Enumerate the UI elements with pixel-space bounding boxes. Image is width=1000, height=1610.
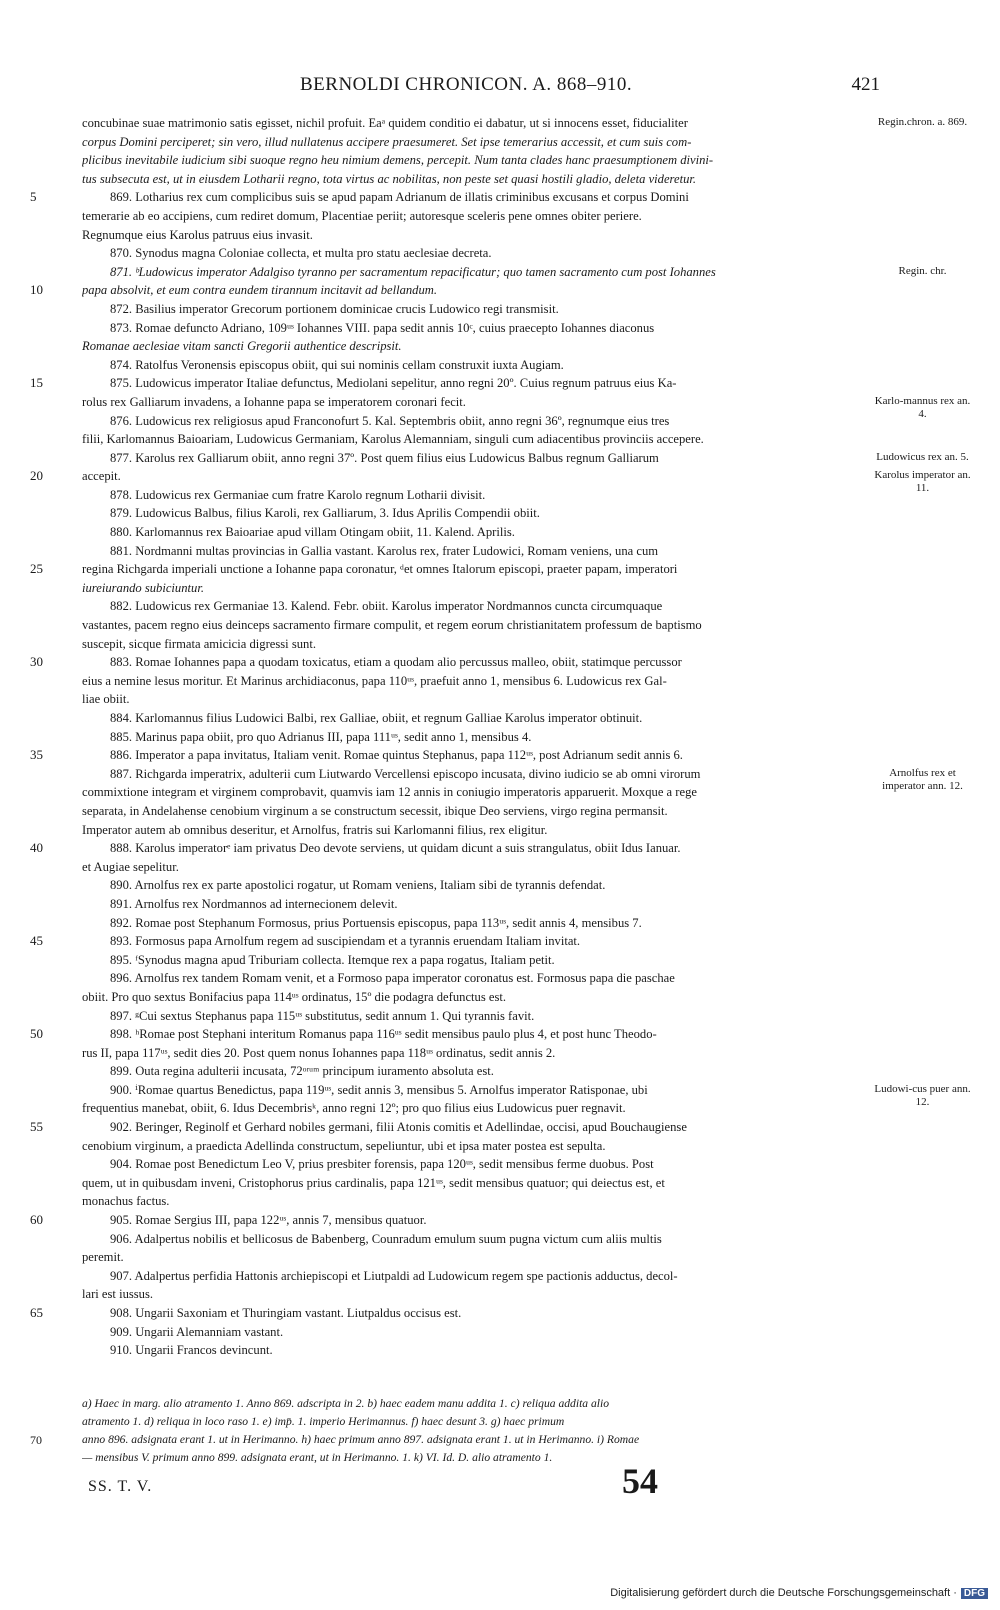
text-line <box>30 821 975 840</box>
text-line <box>30 263 975 282</box>
line-text: 902. Beringer, Reginolf et Gerhard nobiles germani, filii Atonis comitis et Adellindae, occisi, apud Bouchaugiense <box>110 1120 687 1135</box>
line-text: 897. ᵍCui sextus Stephanus papa 115ᵘˢ substitutus, sedit annum 1. Qui tyrannis favit. <box>110 1008 535 1023</box>
text-line <box>30 783 975 802</box>
line-text: Romanae aeclesiae vitam sancti Gregorii authentice descripsit. <box>82 339 402 354</box>
text-line <box>30 374 975 393</box>
main-text <box>30 114 975 1360</box>
text-line <box>30 188 975 207</box>
line-text: 876. Ludowicus rex religiosus apud Franconofurt 5. Kal. Septembris obiit, anno regni 36º, regnumque eius tres <box>110 413 670 428</box>
text-line <box>30 969 975 988</box>
footnotes <box>30 1395 975 1467</box>
text-line <box>30 597 975 616</box>
running-header <box>60 74 880 104</box>
line-text: 896. Arnolfus rex tandem Romam venit, et a Formoso papa imperator coronatus est. Formosus papa die paschae <box>110 971 675 986</box>
line-number: 30 <box>30 654 43 670</box>
line-number: 10 <box>30 282 43 298</box>
line-text: frequentius manebat, obiit, 6. Idus Decembrisᵏ, anno regni 12º; pro quo filius eius Ludowicus puer regnavit. <box>82 1101 626 1116</box>
text-line <box>30 653 975 672</box>
text-line <box>30 876 975 895</box>
text-line <box>30 133 975 152</box>
line-text: 895. ᶠSynodus magna apud Triburiam collecta. Itemque rex a papa rogatus, Italiam petit. <box>110 952 555 967</box>
line-text: 872. Basilius imperator Grecorum portionem dominicae crucis Ludowico regi transmisit. <box>110 301 559 316</box>
text-line <box>30 1304 975 1323</box>
text-line <box>30 951 975 970</box>
line-text: 880. Karlomannus rex Baioariae apud villam Otingam obiit, 11. Kalend. Aprilis. <box>110 525 515 540</box>
line-text: cenobium virginum, a praedicta Adellinda constructum, sepeliuntur, ubi et ipsa mater postea est sepulta. <box>82 1138 606 1153</box>
text-line <box>30 412 975 431</box>
line-text: 898. ʰRomae post Stephani interitum Romanus papa 116ᵘˢ sedit mensibus paulo plus 4, et post hunc Theodo- <box>110 1027 657 1042</box>
line-number: 55 <box>30 1119 43 1135</box>
line-text: papa absolvit, et eum contra eundem tirannum incitavit ad bellandum. <box>82 283 438 298</box>
text-line <box>30 1044 975 1063</box>
line-text: separata, in Andelahense cenobium virginum a se constructum secessit, ibique Deo serviens, virgo regina permansit. <box>82 803 668 818</box>
line-text: 904. Romae post Benedictum Leo V, prius presbiter forensis, papa 120ᵘˢ, sedit mensibus ferme duobus. Post <box>110 1157 654 1172</box>
line-text: 884. Karlomannus filius Ludowici Balbi, rex Galliae, obiit, et regnum Galliae Karolus imperator obtinuit. <box>110 711 643 725</box>
dfg-logo: DFG <box>961 1588 988 1599</box>
text-line <box>30 728 975 747</box>
line-text: 886. Imperator a papa invitatus, Italiam venit. Romae quintus Stephanus, papa 112ᵘˢ, post Adrianum sedit annis 6. <box>110 748 683 763</box>
text-line <box>30 1155 975 1174</box>
line-text: 870. Synodus magna Coloniae collecta, et multa pro statu aeclesiae decreta. <box>110 246 492 261</box>
footnote-line <box>30 1449 975 1467</box>
text-line <box>30 1137 975 1156</box>
running-title: BERNOLDI CHRONICON. A. 868–910. <box>300 74 633 95</box>
sheet-number: 54 <box>622 1461 658 1501</box>
line-number: 15 <box>30 375 43 391</box>
line-text: 906. Adalpertus nobilis et bellicosus de Babenberg, Counradum emulum suum pugna victum cum aliis multis <box>110 1231 662 1246</box>
text-line <box>30 672 975 691</box>
line-text: lari est iussus. <box>82 1287 154 1302</box>
line-text: 874. Ratolfus Veronensis episcopus obiit, qui sui nominis cellam construxit iuxta Augiam. <box>110 357 564 372</box>
text-line <box>30 226 975 245</box>
line-text: 885. Marinus papa obiit, pro quo Adrianus III, papa 111ᵘˢ, sedit anno 1, mensibus 4. <box>110 729 532 744</box>
line-text: 871. ᵇLudowicus imperator Adalgiso tyranno per sacramentum repacificatur; quo tamen sacramento cum post Iohannes <box>110 264 716 279</box>
line-text: 905. Romae Sergius III, papa 122ᵘˢ, annis 7, mensibus quatuor. <box>110 1213 427 1228</box>
text-line <box>30 1062 975 1081</box>
text-line <box>30 1192 975 1211</box>
line-text: 873. Romae defuncto Adriano, 109ᵘˢ Iohannes VIII. papa sedit annis 10ᶜ, cuius praecepto Iohannes diaconus <box>110 320 655 335</box>
footnote-text: atramento 1. d) reliqua in loco raso 1. e) imp̄. 1. imperio Herimannus. f) haec desunt 3. g) haec primum <box>82 1415 565 1428</box>
page-number: 421 <box>851 74 880 95</box>
line-text: eius a nemine lesus moritur. Et Marinus archidiaconus, papa 110ᵘˢ, praefuit anno 1, mensibus 6. Ludowicus rex Gal- <box>82 673 667 688</box>
text-line <box>30 560 975 579</box>
line-text: iureiurando subiciuntur. <box>82 580 204 595</box>
line-text: suscepit, sicque firmata amicicia digressi sunt. <box>82 636 316 651</box>
line-text: 888. Karolus imperatorᵉ iam privatus Deo devote serviens, ut quidam dicunt a suis strangulatus, obiit Idus Ianuar. <box>110 841 681 856</box>
margin-note: Regin.chron. a. 869. <box>877 116 968 128</box>
text-line <box>30 616 975 635</box>
line-text: 879. Ludowicus Balbus, filius Karoli, rex Galliarum, 3. Idus Aprilis Compendii obiit. <box>110 506 540 521</box>
text-line <box>30 356 975 375</box>
text-line <box>30 114 975 133</box>
line-text: corpus Domini perciperet; sin vero, illud nullatenus accipere praesumeret. Set ipse temerarius accessit, et cum suis com- <box>82 134 692 149</box>
line-text: tus subsecuta est, ut in eiusdem Lotharii regno, tota virtus ac nobilitas, non peste set quasi hostili gladio, deleta videretur. <box>82 171 697 186</box>
line-text: peremit. <box>82 1250 124 1265</box>
line-text: 877. Karolus rex Galliarum obiit, anno regni 37º. Post quem filius eius Ludowicus Balbus regnum Galliarum <box>110 450 659 465</box>
line-text: 900. ⁱRomae quartus Benedictus, papa 119ᵘˢ, sedit annis 3, mensibus 5. Arnolfus imperator Ratisponae, ubi <box>110 1082 648 1097</box>
line-number: 60 <box>30 1212 43 1228</box>
text-line <box>30 988 975 1007</box>
line-text: 893. Formosus papa Arnolfum regem ad suscipiendam et a tyrannis eruendam Italiam invitat. <box>110 934 581 949</box>
line-text: 909. Ungarii Alemanniam vastant. <box>110 1324 284 1339</box>
line-text: regina Richgarda imperiali unctione a Iohanne papa coronatur, ᵈet omnes Italorum episcopi, praeter papam, imperatori <box>82 562 678 577</box>
line-number: 45 <box>30 933 43 949</box>
line-text: vastantes, pacem regno eius deinceps sacramento firmare compulit, et regem eorum christianitatem professum de baptismo <box>82 618 702 633</box>
line-text: commixtione integram et virginem comprobavit, quamvis iam 12 annis in coniugio imperatoris apparuerit. Moxque a rege <box>82 785 697 800</box>
text-line <box>30 207 975 226</box>
line-number: 25 <box>30 561 43 577</box>
line-text: Regnumque eius Karolus patruus eius invasit. <box>82 227 313 242</box>
text-line <box>30 1230 975 1249</box>
line-text: rus II, papa 117ᵘˢ, sedit dies 20. Post quem nonus Iohannes papa 118ᵘˢ ordinatus, sedit annis 2. <box>82 1045 556 1060</box>
line-text: 910. Ungarii Francos devincunt. <box>110 1343 273 1358</box>
line-number: 50 <box>30 1026 43 1042</box>
text-line <box>30 430 975 449</box>
line-text: 907. Adalpertus perfidia Hattonis archiepiscopi et Liutpaldi ad Ludowicum regem spe pactionis adductus, decol- <box>110 1268 678 1283</box>
text-line <box>30 690 975 709</box>
text-line <box>30 393 975 420</box>
text-line <box>30 1341 975 1360</box>
margin-note: Regin. chr. <box>898 264 947 277</box>
margin-note: Ludowi-cus puer ann. 12. <box>874 1082 971 1108</box>
text-line <box>30 1248 975 1267</box>
credit-text: Digitalisierung gefördert durch die Deutsche Forschungsgemeinschaft · <box>610 1587 957 1599</box>
text-line <box>30 1007 975 1026</box>
text-line <box>30 449 975 468</box>
text-line <box>30 1081 975 1108</box>
footnote-text: — mensibus V. primum anno 899. adsignata erant, ut in Herimanno. 1. k) VI. Id. D. alio atramento 1. <box>82 1451 553 1464</box>
line-number: 20 <box>30 468 43 484</box>
text-line <box>30 486 975 505</box>
margin-note: Karolus imperator an. 11. <box>874 469 971 495</box>
text-line <box>30 337 975 356</box>
line-text: quem, ut in quibusdam inveni, Cristophorus prius cardinalis, papa 121ᵘˢ, sedit mensibus quatuor; qui deiectus est, et <box>82 1175 665 1190</box>
line-text: 882. Ludowicus rex Germaniae 13. Kalend. Febr. obiit. Karolus imperator Nordmannos cuncta circumquaque <box>110 599 663 614</box>
text-line <box>30 635 975 654</box>
line-text: et Augiae sepelitur. <box>82 859 179 874</box>
text-line <box>30 765 975 792</box>
text-line <box>30 1118 975 1137</box>
line-text: concubinae suae matrimonio satis egisset, nichil profuit. Eaᵃ quidem conditio ei dabatur, ut si innocens esset, fiducialiter <box>82 116 688 130</box>
text-line <box>30 1323 975 1342</box>
footnote-line <box>30 1395 975 1413</box>
margin-note: Karlo-mannus rex an. 4. <box>874 394 971 420</box>
margin-note: Ludowicus rex an. 5. <box>876 450 969 463</box>
text-line <box>30 244 975 263</box>
line-text: 869. Lotharius rex cum complicibus suis se apud papam Adrianum de illatis criminibus excusans et corpus Domini <box>110 190 689 205</box>
text-line <box>30 579 975 598</box>
digitization-credit <box>610 1587 988 1599</box>
line-text: liae obiit. <box>82 692 130 707</box>
line-text: 878. Ludowicus rex Germaniae cum fratre Karolo regnum Lotharii divisit. <box>110 487 486 502</box>
line-text: 891. Arnolfus rex Nordmannos ad internecionem delevit. <box>110 896 398 911</box>
text-line <box>30 281 975 300</box>
line-text: Imperator autem ab omnibus deseritur, et Arnolfus, fratris sui Karlomanni filius, rex eligitur. <box>82 822 548 837</box>
text-line <box>30 932 975 951</box>
line-number: 40 <box>30 840 43 856</box>
line-number: 70 <box>30 1433 42 1447</box>
text-line <box>30 709 975 728</box>
margin-note: Arnolfus rex et imperator ann. 12. <box>882 766 963 792</box>
text-line <box>30 1099 975 1118</box>
line-text: 887. Richgarda imperatrix, adulterii cum Liutwardo Vercellensi episcopo incusata, divino iudicio se ab omni virorum <box>110 766 701 781</box>
line-text: 908. Ungarii Saxoniam et Thuringiam vastant. Liutpaldus occisus est. <box>110 1306 462 1320</box>
line-number: 65 <box>30 1305 43 1320</box>
text-line <box>30 1267 975 1286</box>
footnote-line <box>30 1413 975 1431</box>
text-line <box>30 895 975 914</box>
text-line <box>30 523 975 542</box>
text-line <box>30 170 975 189</box>
text-line <box>30 802 975 821</box>
text-line <box>30 839 975 858</box>
line-text: temerarie ab eo accipiens, cum rediret domum, Placentiae periit; autoresque sceleris pene omnes obiter periere. <box>82 208 642 223</box>
line-number: 5 <box>30 189 37 205</box>
footnote-line <box>30 1431 975 1449</box>
line-text: filii, Karlomannus Baioariam, Ludowicus Germaniam, Karolus Alemanniam, singuli cum adiacentibus provinciis accepere. <box>82 432 704 447</box>
line-number: 35 <box>30 747 43 763</box>
text-line <box>30 858 975 877</box>
line-text: 899. Outa regina adulterii incusata, 72ᵒʳᵘᵐ principum iuramento absoluta est. <box>110 1064 494 1079</box>
text-line <box>30 1025 975 1044</box>
footnote-text: a) Haec in marg. alio atramento 1. Anno 869. adscripta in 2. b) haec eadem manu addita 1. c) reliqua addita alio <box>82 1397 610 1410</box>
line-text: 881. Nordmanni multas provincias in Gallia vastant. Karolus rex, frater Ludowici, Romam veniens, una cum <box>110 543 659 558</box>
line-text: monachus factus. <box>82 1194 170 1209</box>
text-line <box>30 1211 975 1230</box>
text-line <box>30 319 975 338</box>
line-text: obiit. Pro quo sextus Bonifacius papa 114ᵘˢ ordinatus, 15º die podagra defunctus est. <box>82 989 507 1004</box>
line-text: plicibus inevitabile iudicium sibi suoque regno heu nimium demens, percepit. Num tanta clades hanc praesumptionem divini- <box>82 153 714 168</box>
text-line <box>30 1174 975 1193</box>
text-line <box>30 746 975 765</box>
line-text: accepit. <box>82 469 121 484</box>
line-text: 892. Romae post Stephanum Formosus, prius Portuensis episcopus, papa 113ᵘˢ, sedit annis 4, mensibus 7. <box>110 915 642 930</box>
text-line <box>30 914 975 933</box>
signature-mark: SS. T. V. <box>88 1478 153 1495</box>
text-line <box>30 1285 975 1304</box>
line-text: 890. Arnolfus rex ex parte apostolici rogatur, ut Romam veniens, Italiam sibi de tyrannis defendat. <box>110 878 606 893</box>
text-line <box>30 504 975 523</box>
footnote-text: anno 896. adsignata erant 1. ut in Herimanno. h) haec primum anno 897. adsignata erant 1. ut in Herimanno. i) Romae <box>82 1433 640 1446</box>
text-line <box>30 151 975 170</box>
text-line <box>30 542 975 561</box>
line-text: rolus rex Galliarum invadens, a Iohanne papa se imperatorem coronari fecit. <box>82 394 466 409</box>
line-text: 875. Ludowicus imperator Italiae defunctus, Mediolani sepelitur, anno regni 20º. Cuius regnum patruus eius Ka- <box>110 376 677 391</box>
text-line <box>30 300 975 319</box>
line-text: 883. Romae Iohannes papa a quodam toxicatus, etiam a quodam alio percussus malleo, obiit, statimque percussor <box>110 655 682 670</box>
